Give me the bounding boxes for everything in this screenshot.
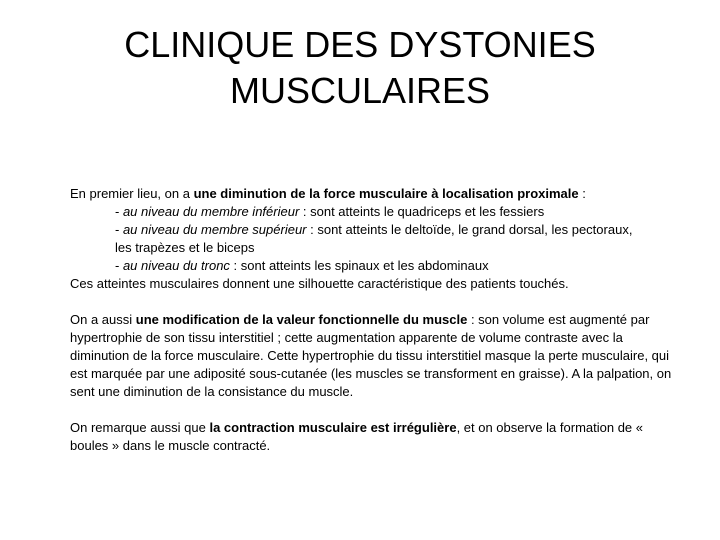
item-label: au niveau du membre inférieur	[122, 204, 300, 219]
bullet-dash: -	[115, 204, 123, 219]
list-item-tronc	[70, 257, 682, 275]
item-text: : sont atteints les spinaux et les abdominaux	[229, 258, 489, 273]
closing-line: Ces atteintes musculaires donnent une silhouette caractéristique des patients touchés.	[70, 276, 569, 291]
list-item-membre-inferieur	[70, 203, 682, 221]
p2-text-start: On a aussi	[70, 312, 136, 327]
intro-colon: :	[578, 186, 586, 201]
p2-bold-text: une modification de la valeur fonctionnelle du muscle	[135, 312, 468, 327]
bullet-dash: -	[115, 222, 123, 237]
paragraph-valeur-fonctionnelle	[70, 311, 682, 401]
p3-text-end: , et on observe la formation de « boules » dans le muscle contracté.	[70, 420, 644, 453]
paragraph-contraction	[70, 419, 682, 455]
item-label: au niveau du tronc	[122, 258, 230, 273]
intro-bold-text: une diminution de la force musculaire à localisation proximale	[193, 186, 579, 201]
slide-title	[60, 22, 660, 114]
p3-bold-text: la contraction musculaire est irrégulière	[209, 420, 457, 435]
p3-text-start: On remarque aussi que	[70, 420, 210, 435]
item-label: au niveau du membre supérieur	[122, 222, 307, 237]
intro-text: En premier lieu, on a	[70, 186, 194, 201]
title-line-2: MUSCULAIRES	[229, 70, 491, 111]
list-item-membre-superieur	[70, 221, 682, 239]
title-line-1: CLINIQUE DES DYSTONIES	[124, 24, 596, 65]
bullet-dash: -	[115, 258, 123, 273]
paragraph-force	[70, 185, 682, 293]
item-text: : sont atteints le quadriceps et les fessiers	[299, 204, 545, 219]
intro-line	[70, 185, 682, 203]
p2-text-end: : son volume est augmenté par hypertrophie de son tissu interstitiel ; cette augmentation apparente de volume contraste avec la diminution de la force musculaire. Cette hypertrophie du tissu interstitiel masque la perte musculaire, qui est marquée par une adiposité sous-cutanée (les muscles se transforment en graisse). A la palpation, on sent une diminution de la consistance du muscle.	[70, 312, 672, 399]
item-text: : sont atteints le deltoïde, le grand dorsal, les pectoraux,	[306, 222, 633, 237]
list-item-continuation: les trapèzes et le biceps	[115, 240, 255, 255]
slide-body	[70, 185, 682, 455]
